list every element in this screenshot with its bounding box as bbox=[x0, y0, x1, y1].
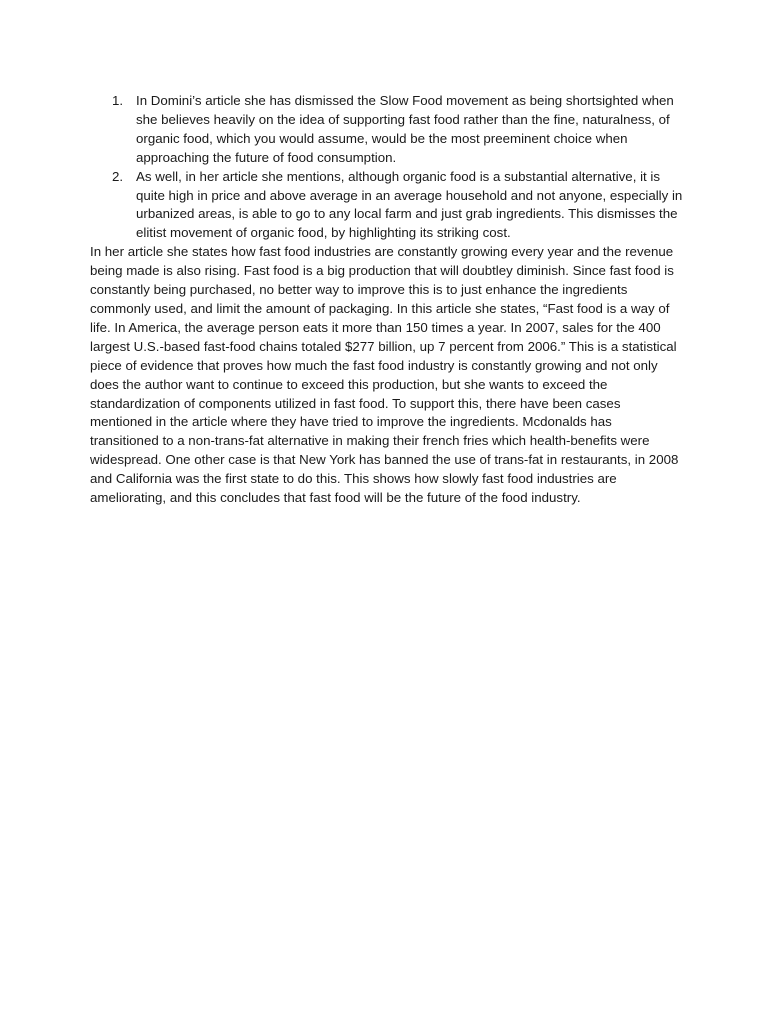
list-item bbox=[90, 168, 684, 244]
body-paragraph: In her article she states how fast food industries are constantly growing every year and the revenue being made is also rising. Fast food is a big production that will doubtley diminish. Since fast food is constantly being purchased, no better way to improve this is to just enhance the ingredients commonly used, and limit the amount of packaging. In this article she states, “Fast food is a way of life. In America, the average person eats it more than 150 times a year. In 2007, sales for the 400 largest U.S.-based fast-food chains totaled $277 billion, up 7 percent from 2006.” This is a statistical piece of evidence that proves how much the fast food industry is constantly growing and not only does the author want to continue to exceed this production, but she wants to exceed the standardization of components utilized in fast food. To support this, there have been cases mentioned in the article where they have tried to improve the ingredients. Mcdonalds has transitioned to a non-trans-fat alternative in making their french fries which health-benefits were widespread. One other case is that New York has banned the use of trans-fat in restaurants, in 2008 and California was the first state to do this. This shows how slowly fast food industries are ameliorating, and this concludes that fast food will be the future of the food industry. bbox=[90, 244, 679, 506]
list-item-number: 2. bbox=[112, 168, 124, 184]
list-item-number: 1. bbox=[112, 93, 124, 108]
document-body bbox=[90, 92, 684, 508]
list-item bbox=[90, 92, 684, 168]
list-item-text: In Domini’s article she has dismissed the Slow Food movement as being shortsighted when she believes heavily on the idea of supporting fast food rather than the fine, naturalness, of organic food, which you would assume, would be the most preeminent choice when approaching the future of food consumption. bbox=[136, 93, 674, 165]
list-item-text: As well, in her article she mentions, although organic food is a substantial alternative, it is quite high in price and above average in an average household and not anyone, especially in urbanized areas, is able to go to any local farm and just grab ingredients. This dismisses the elitist movement of organic food, by highlighting its striking cost. bbox=[136, 168, 683, 241]
numbered-list bbox=[90, 92, 684, 243]
